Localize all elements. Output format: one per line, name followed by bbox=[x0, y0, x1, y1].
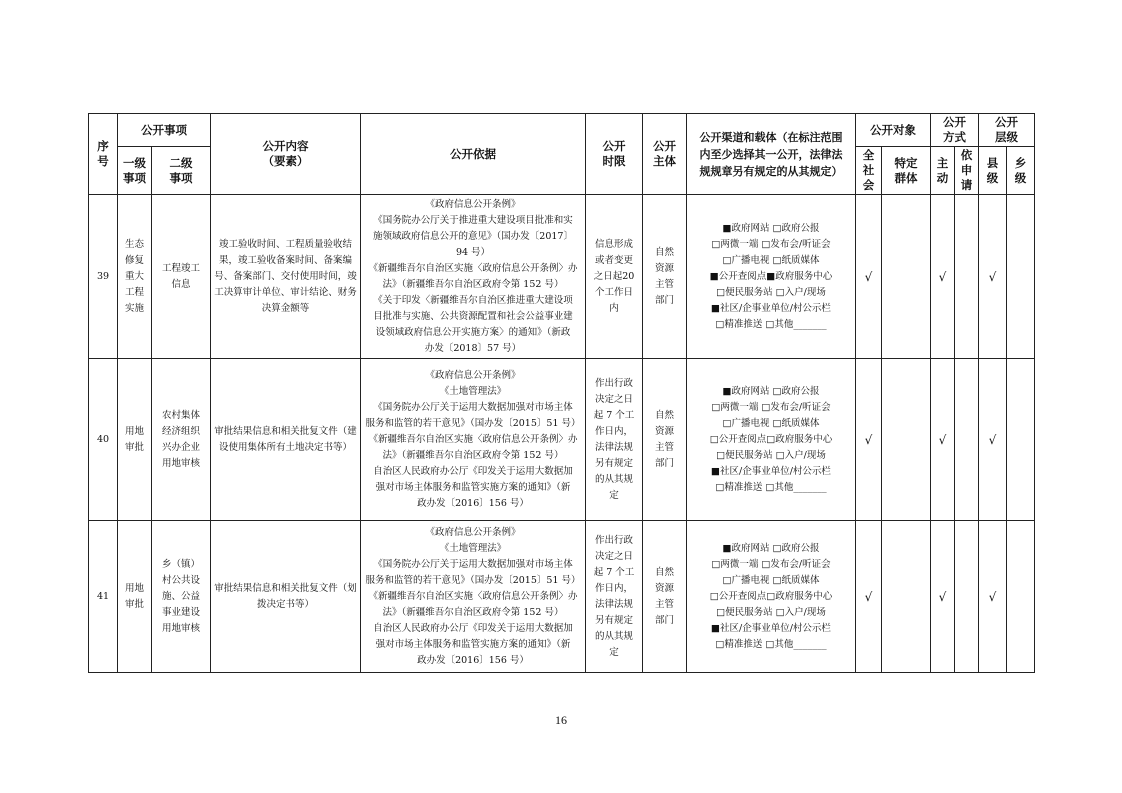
header-items: 公开事项 bbox=[118, 114, 211, 147]
row-county: √ bbox=[979, 359, 1007, 521]
header-on-request: 依申请 bbox=[955, 147, 979, 195]
header-row-1 bbox=[89, 114, 1035, 147]
header-county: 县级 bbox=[979, 147, 1007, 195]
row-content: 竣工验收时间、工程质量验收结果，竣工验收备案时间、备案编号、备案部门、交付使用时间，竣工决算审计单位、审计结论、财务决算金额等 bbox=[211, 195, 361, 359]
row-all-society: √ bbox=[856, 359, 882, 521]
row-deadline: 作出行政决定之日起 7 个工作日内，法律法规另有规定的从其规定 bbox=[586, 521, 643, 673]
row-specific-group bbox=[882, 359, 931, 521]
row-active: √ bbox=[931, 359, 955, 521]
row-level1: 生态修复重大工程实施 bbox=[118, 195, 152, 359]
row-township bbox=[1007, 359, 1035, 521]
row-level1: 用地审批 bbox=[118, 359, 152, 521]
row-basis: 《政府信息公开条例》 《土地管理法》 《国务院办公厅关于运用大数据加强对市场主体 服务和监管的若干意见》（国办发〔2015〕51 号） 《新疆维吾尔自治区实施〈政府信息公开条例〉办 法》（新疆维吾尔自治区政府令第 152 号） 自治区人民政府办公厅《印发关于运用大数据加 强对市场主体服务和监管实施方案的通知》（新 政办发〔2016〕156 号） bbox=[361, 359, 586, 521]
row-seq: 39 bbox=[89, 195, 118, 359]
row-township bbox=[1007, 195, 1035, 359]
row-level2: 乡（镇）村公共设施、公益事业建设用地审核 bbox=[152, 521, 211, 673]
header-seq: 序号 bbox=[89, 114, 118, 195]
row-township bbox=[1007, 521, 1035, 673]
header-subject: 公开 主体 bbox=[643, 114, 687, 195]
row-content: 审批结果信息和相关批复文件（建设使用集体所有土地决定书等） bbox=[211, 359, 361, 521]
row-channels: ■政府网站 □政府公报 □两微一端 □发布会/听证会 □广播电视 □纸质媒体 □公开查阅点□政府服务中心 □便民服务站 □入户/现场 ■社区/企事业单位/村公示栏 □精准推送 □其他_______ bbox=[687, 359, 856, 521]
row-on-request bbox=[955, 359, 979, 521]
row-subject: 自然资源主管部门 bbox=[643, 195, 687, 359]
header-township: 乡级 bbox=[1007, 147, 1035, 195]
table-row bbox=[89, 359, 1035, 521]
page-number: 16 bbox=[555, 713, 567, 727]
header-method: 公开 方式 bbox=[931, 114, 979, 147]
header-level2: 二级事项 bbox=[152, 147, 211, 195]
row-specific-group bbox=[882, 521, 931, 673]
header-basis: 公开依据 bbox=[361, 114, 586, 195]
row-subject: 自然资源主管部门 bbox=[643, 521, 687, 673]
row-county: √ bbox=[979, 195, 1007, 359]
header-channels: 公开渠道和载体（在标注范围 内至少选择其一公开，法律法 规规章另有规定的从其规定） bbox=[687, 114, 856, 195]
header-specific-group: 特定 群体 bbox=[882, 147, 931, 195]
row-all-society: √ bbox=[856, 521, 882, 673]
header-all-society: 全社会 bbox=[856, 147, 882, 195]
header-tier: 公开 层级 bbox=[979, 114, 1035, 147]
row-active: √ bbox=[931, 521, 955, 673]
row-on-request bbox=[955, 195, 979, 359]
header-active: 主动 bbox=[931, 147, 955, 195]
row-active: √ bbox=[931, 195, 955, 359]
header-deadline: 公开 时限 bbox=[586, 114, 643, 195]
row-level2: 农村集体经济组织兴办企业用地审核 bbox=[152, 359, 211, 521]
row-channels: ■政府网站 □政府公报 □两微一端 □发布会/听证会 □广播电视 □纸质媒体 □公开查阅点□政府服务中心 □便民服务站 □入户/现场 ■社区/企事业单位/村公示栏 □精准推送 □其他_______ bbox=[687, 521, 856, 673]
row-on-request bbox=[955, 521, 979, 673]
row-all-society: √ bbox=[856, 195, 882, 359]
row-seq: 41 bbox=[89, 521, 118, 673]
header-content: 公开内容 （要素） bbox=[211, 114, 361, 195]
row-county: √ bbox=[979, 521, 1007, 673]
table-row bbox=[89, 195, 1035, 359]
header-level1: 一级事项 bbox=[118, 147, 152, 195]
row-channels: ■政府网站 □政府公报 □两微一端 □发布会/听证会 □广播电视 □纸质媒体 ■公开查阅点■政府服务中心 □便民服务站 □入户/现场 ■社区/企事业单位/村公示栏 □精准推送 □其他_______ bbox=[687, 195, 856, 359]
row-basis: 《政府信息公开条例》 《土地管理法》 《国务院办公厅关于运用大数据加强对市场主体 服务和监管的若干意见》（国办发〔2015〕51 号） 《新疆维吾尔自治区实施〈政府信息公开条例〉办 法》（新疆维吾尔自治区政府令第 152 号） 自治区人民政府办公厅《印发关于运用大数据加 强对市场主体服务和监管实施方案的通知》（新 政办发〔2016〕156 号） bbox=[361, 521, 586, 673]
row-specific-group bbox=[882, 195, 931, 359]
row-content: 审批结果信息和相关批复文件（划拨决定书等） bbox=[211, 521, 361, 673]
table-row bbox=[89, 521, 1035, 673]
row-level1: 用地审批 bbox=[118, 521, 152, 673]
header-audience: 公开对象 bbox=[856, 114, 931, 147]
row-basis: 《政府信息公开条例》 《国务院办公厅关于推进重大建设项目批准和实 施领域政府信息公开的意见》（国办发〔2017〕 94 号） 《新疆维吾尔自治区实施〈政府信息公开条例〉办 法》（新疆维吾尔自治区政府令第 152 号） 《关于印发〈新疆维吾尔自治区推进重大建设项 目批准与实施、公共资源配置和社会公益事业建 设领域政府信息公开实施方案〉的通知》（新政 办发〔2018〕57 号） bbox=[361, 195, 586, 359]
row-subject: 自然资源主管部门 bbox=[643, 359, 687, 521]
row-deadline: 作出行政决定之日起 7 个工作日内，法律法规另有规定的从其规定 bbox=[586, 359, 643, 521]
row-deadline: 信息形成或者变更之日起20个工作日内 bbox=[586, 195, 643, 359]
disclosure-table bbox=[88, 113, 1035, 673]
row-seq: 40 bbox=[89, 359, 118, 521]
row-level2: 工程竣工信息 bbox=[152, 195, 211, 359]
